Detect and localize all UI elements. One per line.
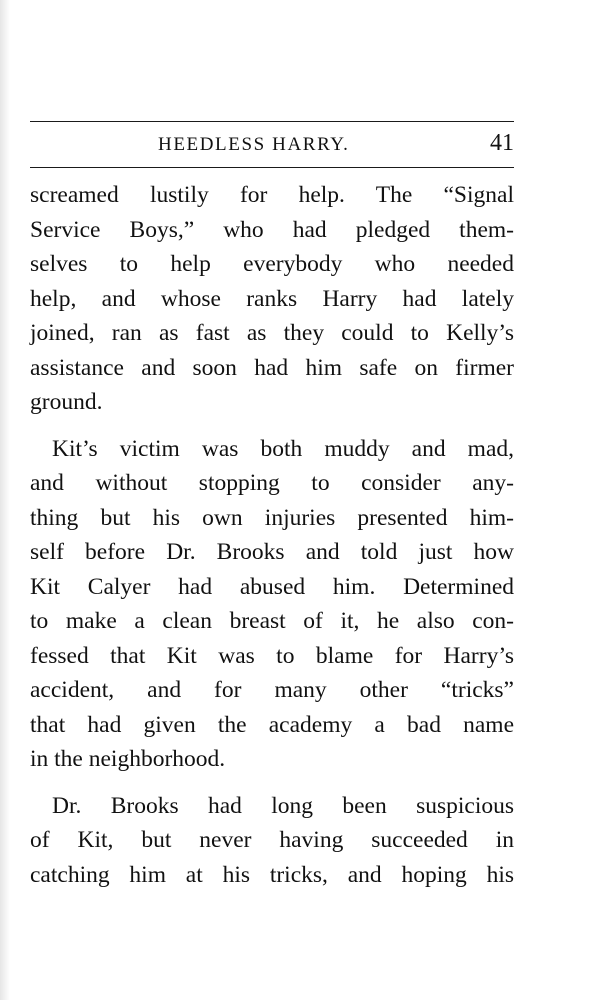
paragraph-gap [30,777,514,789]
text-line: assistance and soon had him safe on firmer [30,354,514,381]
text-line: that had given the academy a bad name [30,711,514,738]
text-line: screamed lustily for help. The “Signal [30,182,514,208]
text-line: in the neighborhood. [30,746,226,772]
page-edge-shadow [0,0,10,1000]
header-rule-bottom [30,167,514,168]
text-line: ground. [30,389,103,415]
text-line: selves to help everybody who needed [30,251,514,277]
text-line: fessed that Kit was to blame for Harry’s [30,642,514,669]
text-line: of Kit, but never having succeeded in [30,827,514,853]
text-line: help, and whose ranks Harry had lately [30,285,514,312]
paragraph-gap [30,420,514,432]
header-rule-top [30,121,514,122]
text-line: self before Dr. Brooks and told just how [30,539,514,565]
text-line: thing but his own injuries presented him- [30,504,514,531]
body-text [30,178,514,892]
page-number: 41 [490,130,514,156]
text-line: Dr. Brooks had long been suspicious [52,792,514,819]
text-line: to make a clean breast of it, he also con- [30,608,514,634]
text-line: Kit Calyer had abused him. Determined [30,573,514,600]
text-line: catching him at his tricks, and hoping his [30,861,514,888]
text-line: Service Boys,” who had pledged them- [30,216,514,243]
paragraph-1 [30,178,514,420]
running-head: HEEDLESS HARRY. [158,134,350,155]
paragraph-3 [30,789,514,893]
page-header [30,130,514,162]
text-line: joined, ran as fast as they could to Kelly’s [30,320,514,346]
text-line: and without stopping to consider any- [30,470,514,496]
text-line: Kit’s victim was both muddy and mad, [52,435,514,462]
text-line: accident, and for many other “tricks” [30,677,514,703]
paragraph-2 [30,432,514,777]
